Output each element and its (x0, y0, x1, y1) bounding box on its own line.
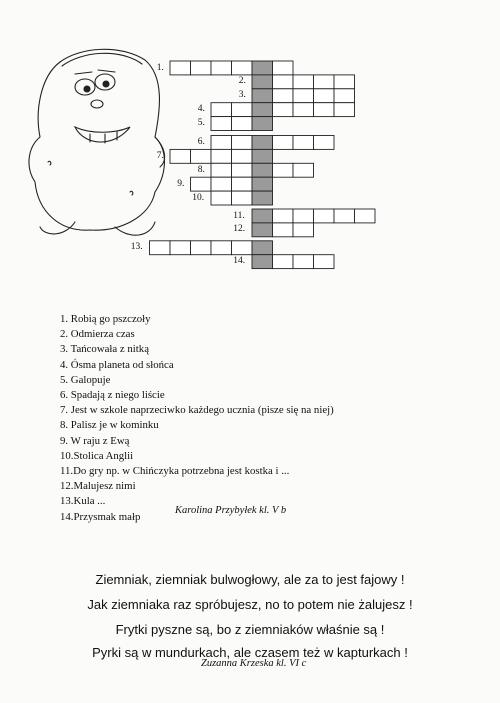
crossword-cell (293, 223, 314, 237)
clues-list (60, 312, 334, 525)
crossword-cell (232, 177, 253, 191)
clue-item: 5. Galopuje (60, 373, 111, 386)
crossword-key-cell (252, 223, 273, 237)
crossword-row-number: 12. (233, 224, 246, 235)
crossword-cell (273, 61, 294, 75)
crossword-cell (232, 163, 253, 177)
crossword-cell (211, 177, 232, 191)
clue-item: 4. Ósma planeta od słońca (60, 358, 174, 371)
crossword-cell (334, 209, 355, 223)
crossword-cell (191, 241, 212, 255)
crossword-cell (355, 209, 376, 223)
poem-line-2: Jak ziemniaka raz spróbujesz, no to potem nie żalujesz ! (87, 597, 413, 612)
crossword-cell (273, 209, 294, 223)
crossword-key-cell (252, 89, 273, 103)
crossword-row-number: 2. (238, 76, 246, 87)
crossword-row-number: 9. (177, 178, 185, 189)
crossword-cell (293, 89, 314, 103)
crossword-cell (211, 241, 232, 255)
crossword-cell (150, 241, 171, 255)
crossword-cell (211, 163, 232, 177)
crossword-row-number: 3. (238, 90, 246, 101)
crossword-row-number: 8. (197, 164, 205, 175)
crossword-row-number: 13. (130, 242, 143, 253)
crossword-key-cell (252, 255, 273, 269)
crossword-cell (211, 149, 232, 163)
poem-line-1: Ziemniak, ziemniak bulwogłowy, ale za to jest fajowy ! (95, 572, 405, 587)
crossword-cell (334, 75, 355, 89)
crossword-key-cell (252, 177, 273, 191)
crossword-row-number: 4. (197, 104, 205, 115)
crossword-key-cell (252, 163, 273, 177)
crossword-cell (293, 255, 314, 269)
crossword-cell (314, 75, 335, 89)
crossword-cell (293, 209, 314, 223)
author-signature-1: Karolina Przybyłek kl. V b (175, 505, 287, 516)
crossword-cell (273, 89, 294, 103)
crossword-row-number: 7. (156, 150, 164, 161)
crossword-key-cell (252, 191, 273, 205)
crossword-cell (314, 255, 335, 269)
clue-item: 1. Robią go pszczoły (60, 313, 151, 325)
crossword-key-cell (252, 149, 273, 163)
crossword-key-cell (252, 61, 273, 75)
crossword-row-number: 5. (197, 118, 205, 129)
crossword-cell (273, 163, 294, 177)
crossword-key-cell (252, 75, 273, 89)
crossword-cell (211, 136, 232, 150)
crossword-cell (334, 103, 355, 117)
clue-item: 9. W raju z Ewą (60, 434, 130, 447)
clue-item: 12.Malujesz nimi (60, 480, 136, 493)
crossword-cell (293, 75, 314, 89)
crossword-cell (273, 75, 294, 89)
clue-item: 8. Palisz je w kominku (60, 419, 159, 432)
clue-item: 2. Odmierza czas (60, 328, 135, 341)
crossword-cell (211, 103, 232, 117)
crossword-key-cell (252, 117, 273, 131)
crossword-cell (273, 223, 294, 237)
crossword-cell (293, 103, 314, 117)
clue-item: 6. Spadają z niego liście (60, 389, 165, 402)
poem-line-4: Pyrki są w mundurkach, ale czasem też w kapturkach ! (92, 645, 408, 660)
crossword-cell (211, 191, 232, 205)
crossword-cell (273, 136, 294, 150)
crossword-cell (314, 89, 335, 103)
clue-item: 11.Do gry np. w Chińczyka potrzebna jest kostka i ... (60, 465, 290, 478)
clue-item: 10.Stolica Anglii (60, 449, 134, 462)
crossword-key-cell (252, 209, 273, 223)
clue-item: 14.Przysmak małp (60, 510, 141, 523)
crossword-cell (232, 191, 253, 205)
crossword-key-cell (252, 103, 273, 117)
crossword-cell (273, 103, 294, 117)
crossword-cell (293, 163, 314, 177)
crossword-cell (232, 117, 253, 131)
crossword-cell (314, 136, 335, 150)
crossword-row-number: 1. (156, 62, 164, 73)
crossword-cell (293, 136, 314, 150)
crossword-row-number: 14. (233, 256, 246, 267)
crossword-cell (191, 149, 212, 163)
crossword-cell (314, 103, 335, 117)
clue-item: 13.Kula ... (60, 495, 106, 508)
crossword-cell (170, 61, 191, 75)
clue-item: 3. Tańcowała z nitką (60, 343, 149, 356)
crossword-row-number: 6. (197, 137, 205, 147)
crossword-cell (314, 209, 335, 223)
crossword-cell (191, 177, 212, 191)
crossword-grid (0, 0, 500, 290)
crossword-cell (334, 89, 355, 103)
clue-item: 7. Jest w szkole naprzeciwko każdego ucznia (pisze się na niej) (60, 404, 334, 417)
crossword-cell (232, 149, 253, 163)
crossword-cell (232, 241, 253, 255)
crossword-row-number: 10. (192, 192, 205, 203)
crossword-cell (170, 149, 191, 163)
poem-line-3: Frytki pyszne są, bo z ziemniaków właśnie są ! (115, 622, 385, 637)
crossword-cell (273, 255, 294, 269)
crossword-row-number: 11. (233, 210, 245, 221)
crossword-cell (191, 61, 212, 75)
crossword-cell (170, 241, 191, 255)
crossword-cell (232, 136, 253, 150)
crossword-key-cell (252, 136, 273, 150)
crossword-cell (232, 103, 253, 117)
crossword-cell (211, 117, 232, 131)
crossword-cell (232, 61, 253, 75)
crossword-cell (211, 61, 232, 75)
crossword-key-cell (252, 241, 273, 255)
author-signature-2: Zuzanna Krzeska kl. VI c (201, 658, 307, 669)
